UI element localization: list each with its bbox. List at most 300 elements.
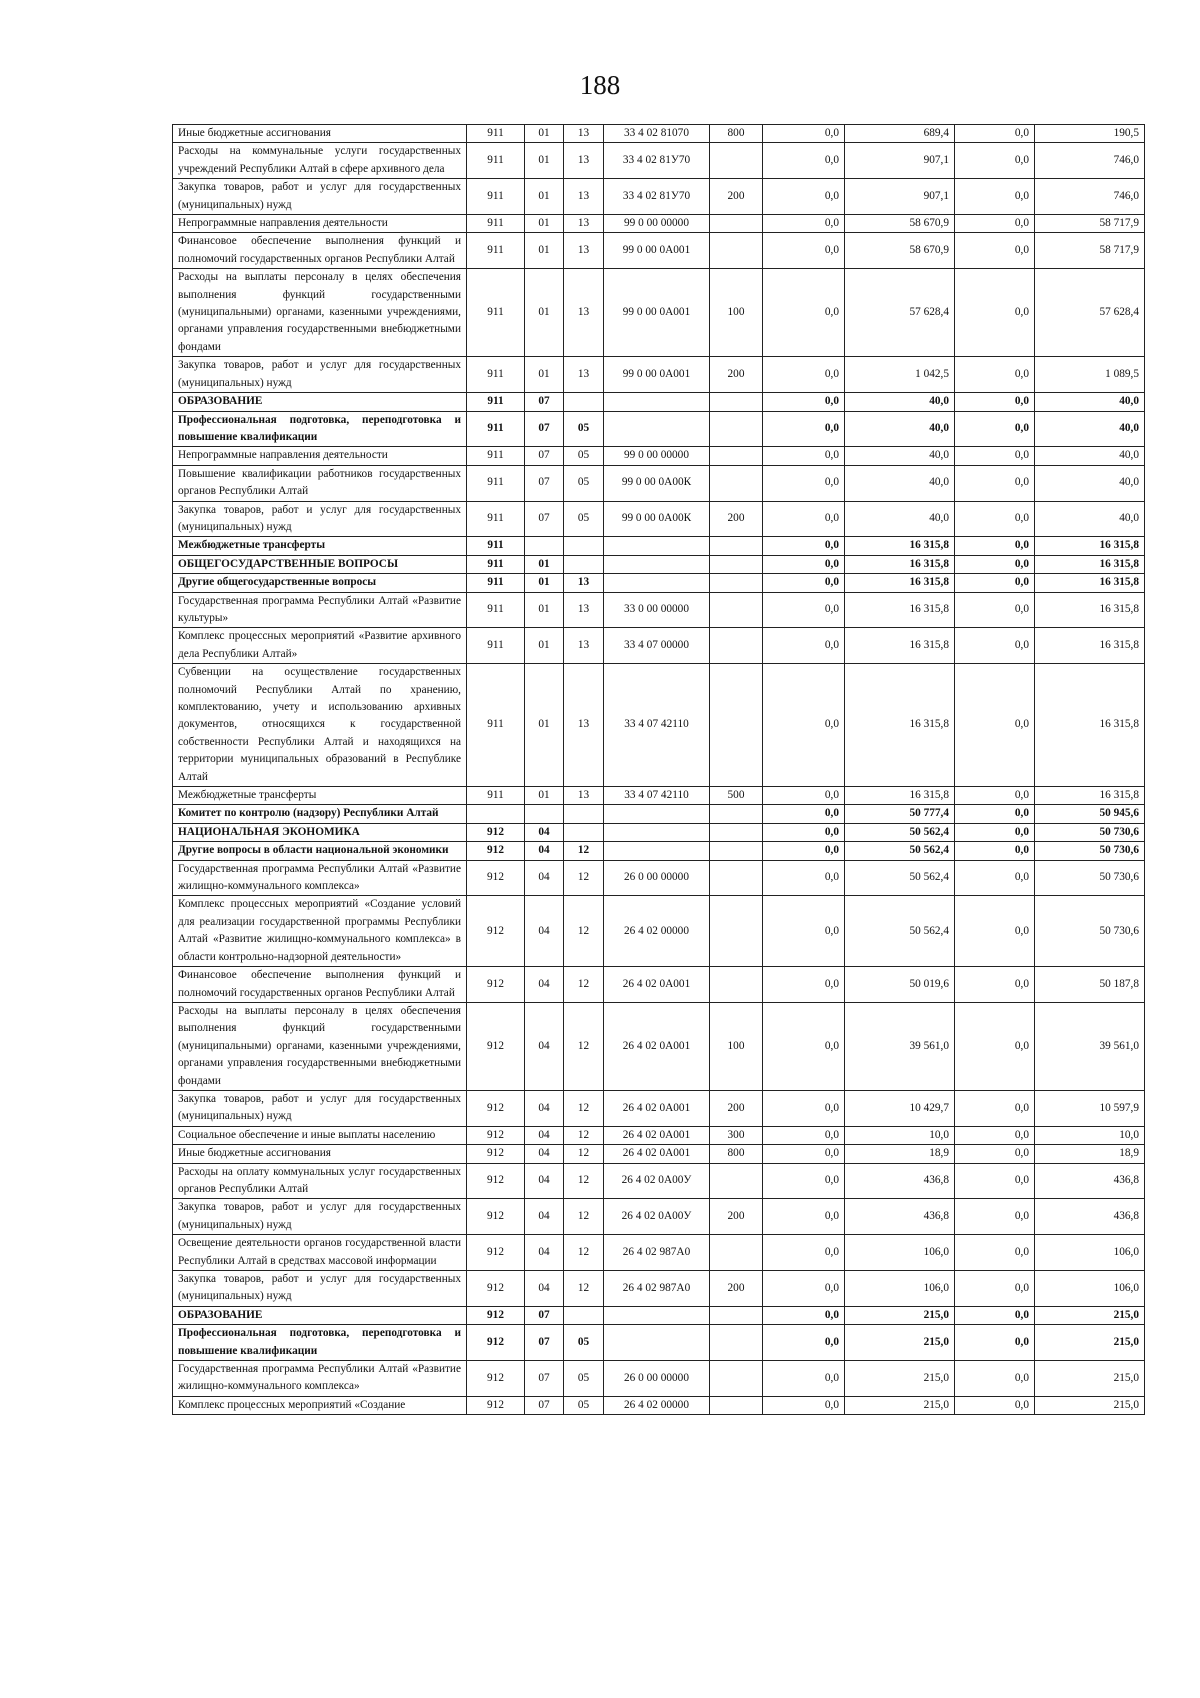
item-name: Комплекс процессных мероприятий «Развитие архивного дела Республики Алтай» (173, 628, 467, 664)
grbs-code: 912 (467, 1126, 525, 1144)
amount-4: 58 717,9 (1035, 215, 1145, 233)
target-article-code (604, 1325, 710, 1361)
amount-3: 0,0 (955, 860, 1035, 896)
expense-type-code (710, 628, 763, 664)
amount-2: 215,0 (845, 1325, 955, 1361)
amount-2: 436,8 (845, 1163, 955, 1199)
amount-2: 436,8 (845, 1199, 955, 1235)
target-article-code: 99 0 00 00000 (604, 447, 710, 465)
amount-2: 50 562,4 (845, 896, 955, 967)
amount-2: 40,0 (845, 393, 955, 411)
amount-3: 0,0 (955, 215, 1035, 233)
amount-2: 106,0 (845, 1235, 955, 1271)
grbs-code: 912 (467, 896, 525, 967)
amount-4: 190,5 (1035, 125, 1145, 143)
amount-1: 0,0 (763, 215, 845, 233)
amount-4: 436,8 (1035, 1199, 1145, 1235)
amount-2: 50 019,6 (845, 967, 955, 1003)
target-article-code: 26 4 02 00000 (604, 896, 710, 967)
grbs-code: 911 (467, 628, 525, 664)
target-article-code: 33 4 07 42110 (604, 787, 710, 805)
amount-4: 16 315,8 (1035, 574, 1145, 592)
subsection-code: 13 (564, 628, 604, 664)
amount-3: 0,0 (955, 447, 1035, 465)
item-name: ОБРАЗОВАНИЕ (173, 1306, 467, 1324)
amount-1: 0,0 (763, 860, 845, 896)
amount-1: 0,0 (763, 357, 845, 393)
target-article-code: 99 0 00 0А00К (604, 501, 710, 537)
grbs-code: 911 (467, 269, 525, 357)
amount-3: 0,0 (955, 143, 1035, 179)
subsection-code: 05 (564, 501, 604, 537)
table-row (173, 1090, 1145, 1126)
amount-3: 0,0 (955, 233, 1035, 269)
subsection-code: 13 (564, 357, 604, 393)
amount-4: 16 315,8 (1035, 628, 1145, 664)
amount-2: 58 670,9 (845, 233, 955, 269)
amount-2: 50 562,4 (845, 842, 955, 860)
table-row (173, 1271, 1145, 1307)
section-code: 01 (525, 125, 564, 143)
budget-table (172, 124, 1145, 1415)
target-article-code (604, 555, 710, 573)
section-code: 07 (525, 1361, 564, 1397)
amount-3: 0,0 (955, 592, 1035, 628)
expense-type-code (710, 664, 763, 787)
expense-type-code: 100 (710, 1002, 763, 1090)
amount-1: 0,0 (763, 1235, 845, 1271)
amount-3: 0,0 (955, 1306, 1035, 1324)
amount-3: 0,0 (955, 1325, 1035, 1361)
amount-3: 0,0 (955, 842, 1035, 860)
section-code: 07 (525, 1306, 564, 1324)
amount-2: 40,0 (845, 411, 955, 447)
target-article-code (604, 393, 710, 411)
amount-1: 0,0 (763, 1306, 845, 1324)
amount-3: 0,0 (955, 1090, 1035, 1126)
section-code: 07 (525, 465, 564, 501)
section-code: 01 (525, 215, 564, 233)
target-article-code: 26 4 02 0А001 (604, 967, 710, 1003)
amount-1: 0,0 (763, 896, 845, 967)
subsection-code: 12 (564, 896, 604, 967)
subsection-code: 12 (564, 1199, 604, 1235)
amount-4: 10 597,9 (1035, 1090, 1145, 1126)
target-article-code: 26 4 02 0А00У (604, 1163, 710, 1199)
amount-4: 16 315,8 (1035, 592, 1145, 628)
table-row (173, 411, 1145, 447)
subsection-code: 13 (564, 592, 604, 628)
amount-1: 0,0 (763, 1199, 845, 1235)
table-row (173, 1163, 1145, 1199)
item-name: Закупка товаров, работ и услуг для государственных (муниципальных) нужд (173, 1090, 467, 1126)
grbs-code (467, 805, 525, 823)
expense-type-code: 200 (710, 357, 763, 393)
amount-1: 0,0 (763, 1325, 845, 1361)
target-article-code (604, 842, 710, 860)
amount-3: 0,0 (955, 628, 1035, 664)
amount-4: 39 561,0 (1035, 1002, 1145, 1090)
grbs-code: 912 (467, 1199, 525, 1235)
amount-2: 50 562,4 (845, 860, 955, 896)
amount-2: 16 315,8 (845, 574, 955, 592)
target-article-code: 26 4 02 0А001 (604, 1002, 710, 1090)
subsection-code: 13 (564, 664, 604, 787)
table-row (173, 805, 1145, 823)
section-code: 07 (525, 411, 564, 447)
amount-2: 907,1 (845, 143, 955, 179)
amount-1: 0,0 (763, 269, 845, 357)
subsection-code: 13 (564, 215, 604, 233)
table-row (173, 664, 1145, 787)
subsection-code: 12 (564, 1126, 604, 1144)
amount-4: 746,0 (1035, 179, 1145, 215)
section-code (525, 805, 564, 823)
expense-type-code: 800 (710, 1145, 763, 1163)
grbs-code: 911 (467, 787, 525, 805)
grbs-code: 912 (467, 860, 525, 896)
table-row (173, 555, 1145, 573)
amount-4: 215,0 (1035, 1396, 1145, 1414)
amount-3: 0,0 (955, 357, 1035, 393)
expense-type-code (710, 967, 763, 1003)
item-name: Закупка товаров, работ и услуг для государственных (муниципальных) нужд (173, 1199, 467, 1235)
target-article-code: 99 0 00 00000 (604, 215, 710, 233)
item-name: Межбюджетные трансферты (173, 787, 467, 805)
expense-type-code (710, 1163, 763, 1199)
table-row (173, 233, 1145, 269)
target-article-code: 26 0 00 00000 (604, 860, 710, 896)
subsection-code (564, 555, 604, 573)
amount-2: 10 429,7 (845, 1090, 955, 1126)
amount-1: 0,0 (763, 1163, 845, 1199)
expense-type-code (710, 842, 763, 860)
subsection-code: 13 (564, 269, 604, 357)
table-row (173, 1396, 1145, 1414)
subsection-code: 12 (564, 1090, 604, 1126)
amount-4: 16 315,8 (1035, 664, 1145, 787)
amount-1: 0,0 (763, 179, 845, 215)
amount-1: 0,0 (763, 628, 845, 664)
expense-type-code: 200 (710, 179, 763, 215)
target-article-code (604, 411, 710, 447)
amount-1: 0,0 (763, 537, 845, 555)
item-name: Комитет по контролю (надзору) Республики Алтай (173, 805, 467, 823)
target-article-code (604, 805, 710, 823)
expense-type-code (710, 574, 763, 592)
subsection-code: 13 (564, 125, 604, 143)
amount-2: 689,4 (845, 125, 955, 143)
target-article-code: 26 4 02 0А001 (604, 1126, 710, 1144)
amount-4: 50 730,6 (1035, 896, 1145, 967)
item-name: Закупка товаров, работ и услуг для государственных (муниципальных) нужд (173, 501, 467, 537)
subsection-code: 05 (564, 1325, 604, 1361)
amount-3: 0,0 (955, 805, 1035, 823)
amount-1: 0,0 (763, 823, 845, 841)
grbs-code: 912 (467, 1163, 525, 1199)
section-code (525, 537, 564, 555)
expense-type-code (710, 537, 763, 555)
amount-2: 40,0 (845, 501, 955, 537)
amount-4: 50 730,6 (1035, 860, 1145, 896)
amount-2: 40,0 (845, 465, 955, 501)
table-row (173, 125, 1145, 143)
section-code: 04 (525, 1199, 564, 1235)
table-row (173, 823, 1145, 841)
amount-3: 0,0 (955, 1396, 1035, 1414)
expense-type-code (710, 823, 763, 841)
amount-1: 0,0 (763, 1002, 845, 1090)
table-row (173, 215, 1145, 233)
item-name: Расходы на коммунальные услуги государственных учреждений Республики Алтай в сфере архивного дела (173, 143, 467, 179)
target-article-code: 33 4 02 81У70 (604, 179, 710, 215)
grbs-code: 911 (467, 664, 525, 787)
section-code: 04 (525, 1126, 564, 1144)
table-row (173, 447, 1145, 465)
grbs-code: 911 (467, 393, 525, 411)
target-article-code: 26 4 02 0А001 (604, 1145, 710, 1163)
item-name: ОБЩЕГОСУДАРСТВЕННЫЕ ВОПРОСЫ (173, 555, 467, 573)
amount-4: 10,0 (1035, 1126, 1145, 1144)
item-name: Комплекс процессных мероприятий «Создание (173, 1396, 467, 1414)
target-article-code: 33 4 07 00000 (604, 628, 710, 664)
amount-2: 16 315,8 (845, 592, 955, 628)
grbs-code: 911 (467, 143, 525, 179)
table-row (173, 1325, 1145, 1361)
amount-2: 907,1 (845, 179, 955, 215)
subsection-code: 13 (564, 143, 604, 179)
amount-2: 50 562,4 (845, 823, 955, 841)
section-code: 07 (525, 501, 564, 537)
item-name: Государственная программа Республики Алтай «Развитие жилищно-коммунального комплекса» (173, 860, 467, 896)
expense-type-code (710, 215, 763, 233)
table-row (173, 465, 1145, 501)
grbs-code: 912 (467, 1002, 525, 1090)
amount-4: 16 315,8 (1035, 787, 1145, 805)
subsection-code (564, 393, 604, 411)
target-article-code (604, 1306, 710, 1324)
amount-4: 58 717,9 (1035, 233, 1145, 269)
item-name: Закупка товаров, работ и услуг для государственных (муниципальных) нужд (173, 1271, 467, 1307)
amount-3: 0,0 (955, 411, 1035, 447)
grbs-code: 911 (467, 179, 525, 215)
expense-type-code: 100 (710, 269, 763, 357)
amount-1: 0,0 (763, 447, 845, 465)
table-row (173, 574, 1145, 592)
expense-type-code: 500 (710, 787, 763, 805)
grbs-code: 912 (467, 1361, 525, 1397)
amount-4: 106,0 (1035, 1235, 1145, 1271)
amount-1: 0,0 (763, 1396, 845, 1414)
target-article-code: 99 0 00 0А001 (604, 269, 710, 357)
target-article-code: 26 4 02 0А00У (604, 1199, 710, 1235)
amount-1: 0,0 (763, 393, 845, 411)
table-row (173, 1002, 1145, 1090)
section-code: 04 (525, 1002, 564, 1090)
amount-2: 50 777,4 (845, 805, 955, 823)
target-article-code: 33 0 00 00000 (604, 592, 710, 628)
amount-2: 16 315,8 (845, 628, 955, 664)
target-article-code (604, 537, 710, 555)
amount-3: 0,0 (955, 664, 1035, 787)
amount-1: 0,0 (763, 1271, 845, 1307)
expense-type-code: 800 (710, 125, 763, 143)
expense-type-code (710, 1306, 763, 1324)
amount-3: 0,0 (955, 501, 1035, 537)
item-name: Расходы на оплату коммунальных услуг государственных органов Республики Алтай (173, 1163, 467, 1199)
expense-type-code (710, 393, 763, 411)
grbs-code: 911 (467, 357, 525, 393)
expense-type-code (710, 805, 763, 823)
amount-3: 0,0 (955, 1271, 1035, 1307)
amount-2: 16 315,8 (845, 664, 955, 787)
amount-4: 215,0 (1035, 1361, 1145, 1397)
item-name: Профессиональная подготовка, переподготовка и повышение квалификации (173, 411, 467, 447)
amount-4: 40,0 (1035, 447, 1145, 465)
amount-1: 0,0 (763, 555, 845, 573)
section-code: 04 (525, 896, 564, 967)
subsection-code: 12 (564, 1163, 604, 1199)
target-article-code: 99 0 00 0А001 (604, 357, 710, 393)
amount-4: 40,0 (1035, 411, 1145, 447)
amount-4: 18,9 (1035, 1145, 1145, 1163)
section-code: 04 (525, 1090, 564, 1126)
table-row (173, 842, 1145, 860)
section-code: 04 (525, 842, 564, 860)
item-name: Закупка товаров, работ и услуг для государственных (муниципальных) нужд (173, 357, 467, 393)
target-article-code: 26 4 02 987А0 (604, 1271, 710, 1307)
subsection-code: 12 (564, 842, 604, 860)
item-name: Государственная программа Республики Алтай «Развитие жилищно-коммунального комплекса» (173, 1361, 467, 1397)
amount-3: 0,0 (955, 967, 1035, 1003)
expense-type-code (710, 1325, 763, 1361)
amount-1: 0,0 (763, 125, 845, 143)
section-code: 01 (525, 357, 564, 393)
target-article-code: 26 0 00 00000 (604, 1361, 710, 1397)
expense-type-code (710, 1396, 763, 1414)
grbs-code: 911 (467, 465, 525, 501)
section-code: 04 (525, 967, 564, 1003)
grbs-code: 911 (467, 125, 525, 143)
amount-3: 0,0 (955, 574, 1035, 592)
item-name: Непрограммные направления деятельности (173, 447, 467, 465)
table-row (173, 1145, 1145, 1163)
grbs-code: 911 (467, 555, 525, 573)
item-name: Непрограммные направления деятельности (173, 215, 467, 233)
grbs-code: 912 (467, 1090, 525, 1126)
table-row (173, 357, 1145, 393)
section-code: 01 (525, 555, 564, 573)
amount-2: 58 670,9 (845, 215, 955, 233)
section-code: 01 (525, 787, 564, 805)
subsection-code: 13 (564, 787, 604, 805)
table-row (173, 1199, 1145, 1235)
table-row (173, 143, 1145, 179)
table-row (173, 269, 1145, 357)
amount-1: 0,0 (763, 787, 845, 805)
amount-3: 0,0 (955, 555, 1035, 573)
amount-2: 215,0 (845, 1361, 955, 1397)
amount-4: 16 315,8 (1035, 555, 1145, 573)
amount-4: 215,0 (1035, 1325, 1145, 1361)
amount-4: 40,0 (1035, 465, 1145, 501)
amount-2: 215,0 (845, 1396, 955, 1414)
subsection-code: 13 (564, 233, 604, 269)
table-row (173, 628, 1145, 664)
table-row (173, 393, 1145, 411)
section-code: 01 (525, 269, 564, 357)
subsection-code: 05 (564, 1396, 604, 1414)
item-name: Межбюджетные трансферты (173, 537, 467, 555)
amount-3: 0,0 (955, 1163, 1035, 1199)
amount-3: 0,0 (955, 1235, 1035, 1271)
item-name: НАЦИОНАЛЬНАЯ ЭКОНОМИКА (173, 823, 467, 841)
item-name: ОБРАЗОВАНИЕ (173, 393, 467, 411)
amount-2: 106,0 (845, 1271, 955, 1307)
item-name: Другие общегосударственные вопросы (173, 574, 467, 592)
amount-1: 0,0 (763, 805, 845, 823)
subsection-code: 12 (564, 1235, 604, 1271)
amount-1: 0,0 (763, 233, 845, 269)
item-name: Другие вопросы в области национальной экономики (173, 842, 467, 860)
target-article-code: 26 4 02 0А001 (604, 1090, 710, 1126)
table-row (173, 1235, 1145, 1271)
section-code: 07 (525, 447, 564, 465)
section-code: 01 (525, 628, 564, 664)
item-name: Финансовое обеспечение выполнения функций и полномочий государственных органов Республики Алтай (173, 233, 467, 269)
subsection-code: 05 (564, 447, 604, 465)
target-article-code: 26 4 02 987А0 (604, 1235, 710, 1271)
amount-2: 215,0 (845, 1306, 955, 1324)
grbs-code: 912 (467, 1145, 525, 1163)
section-code: 01 (525, 664, 564, 787)
expense-type-code: 200 (710, 1199, 763, 1235)
expense-type-code (710, 465, 763, 501)
subsection-code: 12 (564, 1145, 604, 1163)
amount-3: 0,0 (955, 823, 1035, 841)
amount-1: 0,0 (763, 1126, 845, 1144)
section-code: 01 (525, 143, 564, 179)
expense-type-code (710, 143, 763, 179)
expense-type-code: 200 (710, 501, 763, 537)
expense-type-code: 300 (710, 1126, 763, 1144)
item-name: Расходы на выплаты персоналу в целях обеспечения выполнения функций государственными (муниципальными) органами, казенными учреждениями, органами управления государственными внебюджетными фондами (173, 269, 467, 357)
grbs-code: 912 (467, 1306, 525, 1324)
amount-1: 0,0 (763, 411, 845, 447)
grbs-code: 911 (467, 233, 525, 269)
amount-4: 106,0 (1035, 1271, 1145, 1307)
item-name: Финансовое обеспечение выполнения функций и полномочий государственных органов Республики Алтай (173, 967, 467, 1003)
amount-4: 215,0 (1035, 1306, 1145, 1324)
amount-3: 0,0 (955, 269, 1035, 357)
amount-3: 0,0 (955, 179, 1035, 215)
table-row (173, 896, 1145, 967)
amount-2: 10,0 (845, 1126, 955, 1144)
section-code: 04 (525, 860, 564, 896)
item-name: Субвенции на осуществление государственных полномочий Республики Алтай по хранению, комплектованию, учету и использованию архивных документов, относящихся к государственной собственности Республики Алтай и находящихся на территории муниципальных образований в Республике Алтай (173, 664, 467, 787)
subsection-code: 13 (564, 574, 604, 592)
subsection-code (564, 537, 604, 555)
section-code: 04 (525, 1163, 564, 1199)
section-code: 01 (525, 233, 564, 269)
target-article-code: 33 4 02 81У70 (604, 143, 710, 179)
amount-2: 40,0 (845, 447, 955, 465)
subsection-code (564, 805, 604, 823)
amount-4: 40,0 (1035, 501, 1145, 537)
page-number: 188 (579, 70, 621, 100)
amount-1: 0,0 (763, 967, 845, 1003)
grbs-code: 912 (467, 1235, 525, 1271)
